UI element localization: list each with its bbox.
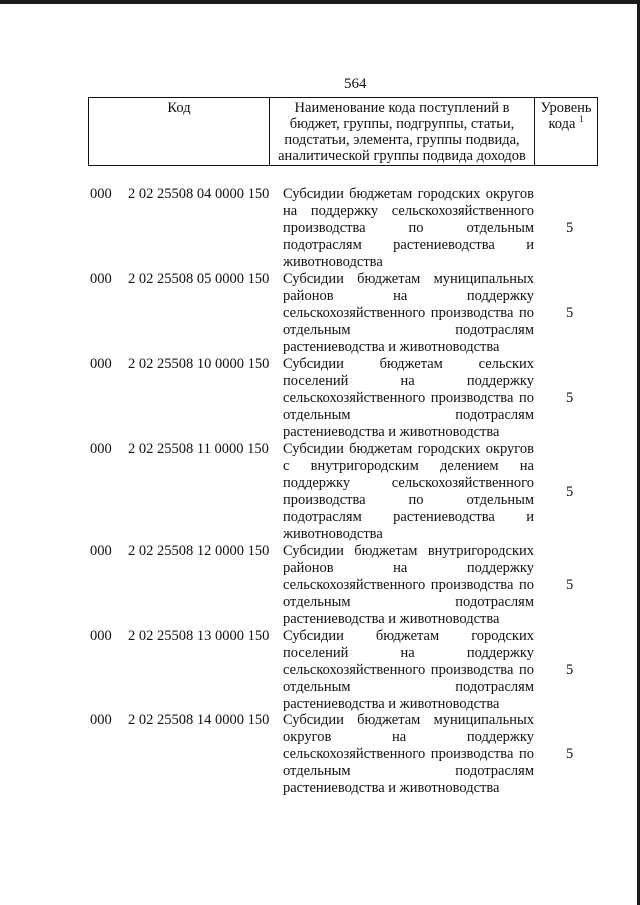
row-revenue-name (283, 441, 534, 543)
header-level-label: кода (548, 116, 576, 132)
row-name-line: с внутригородским делением на (283, 458, 534, 474)
header-level-footnote: 1 (579, 114, 584, 125)
row-name-line: животноводства (283, 526, 383, 542)
row-revenue-name (283, 712, 534, 797)
row-level: 5 (566, 220, 574, 236)
header-level-cell (535, 98, 598, 166)
header-level-line: Уровень (540, 100, 592, 116)
row-name-line: отдельным подотраслям (283, 407, 534, 423)
row-level: 5 (566, 662, 574, 678)
row-name-line: отдельным подотраслям (283, 594, 534, 610)
header-name-line: аналитической группы подвида доходов (278, 148, 526, 164)
row-name-line: Субсидии бюджетам внутригородских (283, 543, 534, 559)
header-code-cell (89, 98, 270, 166)
page-number: 564 (344, 76, 367, 92)
row-admin-code: 000 (90, 628, 112, 644)
row-name-line: подотраслям растениеводства и (283, 237, 534, 253)
row-name-line: районов на поддержку (283, 560, 534, 576)
header-name-line: Наименование кода поступлений в (294, 100, 510, 116)
row-level: 5 (566, 577, 574, 593)
row-revenue-name (283, 543, 534, 628)
row-revenue-code: 2 02 25508 10 0000 150 (128, 356, 270, 372)
row-level: 5 (566, 305, 574, 321)
header-code-label: Код (167, 100, 191, 116)
row-name-line: округов на поддержку (283, 729, 534, 745)
row-revenue-code: 2 02 25508 12 0000 150 (128, 543, 270, 559)
row-level: 5 (566, 746, 574, 762)
row-name-line: растениеводства и животноводства (283, 339, 500, 355)
row-admin-code: 000 (90, 356, 112, 372)
row-name-line: растениеводства и животноводства (283, 780, 500, 796)
row-name-line: отдельным подотраслям (283, 322, 534, 338)
header-name-line: бюджет, группы, подгруппы, статьи, (289, 116, 515, 132)
row-name-line: сельскохозяйственного производства по (283, 305, 534, 321)
row-name-line: поселений на поддержку (283, 373, 534, 389)
row-admin-code: 000 (90, 186, 112, 202)
row-name-line: на поддержку сельскохозяйственного (283, 203, 534, 219)
row-name-line: животноводства (283, 254, 383, 270)
row-revenue-code: 2 02 25508 13 0000 150 (128, 628, 270, 644)
row-name-line: поддержку сельскохозяйственного (283, 475, 534, 491)
row-name-line: Субсидии бюджетам муниципальных (283, 271, 534, 287)
row-admin-code: 000 (90, 271, 112, 287)
row-name-line: сельскохозяйственного производства по (283, 662, 534, 678)
row-revenue-code: 2 02 25508 14 0000 150 (128, 712, 270, 728)
row-name-line: отдельным подотраслям (283, 679, 534, 695)
row-admin-code: 000 (90, 441, 112, 457)
row-name-line: поселений на поддержку (283, 645, 534, 661)
row-revenue-code: 2 02 25508 04 0000 150 (128, 186, 270, 202)
row-level: 5 (566, 484, 574, 500)
row-name-line: сельскохозяйственного производства по (283, 746, 534, 762)
row-revenue-code: 2 02 25508 11 0000 150 (128, 441, 269, 457)
row-name-line: производства по отдельным (283, 220, 534, 236)
row-name-line: сельскохозяйственного производства по (283, 577, 534, 593)
row-name-line: отдельным подотраслям (283, 763, 534, 779)
row-name-line: районов на поддержку (283, 288, 534, 304)
row-name-line: Субсидии бюджетам городских округов (283, 186, 534, 202)
header-name-line: подстатьи, элемента, группы подвида, (284, 132, 520, 148)
row-name-line: производства по отдельным (283, 492, 534, 508)
row-name-line: Субсидии бюджетам городских округов (283, 441, 534, 457)
row-name-line: растениеводства и животноводства (283, 611, 500, 627)
scan-top-edge (0, 0, 640, 4)
row-admin-code: 000 (90, 543, 112, 559)
row-admin-code: 000 (90, 712, 112, 728)
row-name-line: Субсидии бюджетам сельских (283, 356, 534, 372)
row-name-line: Субсидии бюджетам городских (283, 628, 534, 644)
row-revenue-code: 2 02 25508 05 0000 150 (128, 271, 270, 287)
row-name-line: сельскохозяйственного производства по (283, 390, 534, 406)
header-name-cell (270, 98, 535, 166)
row-name-line: растениеводства и животноводства (283, 424, 500, 440)
row-revenue-name (283, 186, 534, 271)
row-revenue-name (283, 356, 534, 441)
row-revenue-name (283, 628, 534, 713)
row-name-line: Субсидии бюджетам муниципальных (283, 712, 534, 728)
row-name-line: растениеводства и животноводства (283, 696, 500, 712)
row-name-line: подотраслям растениеводства и (283, 509, 534, 525)
header-table (88, 97, 598, 166)
header-level-line (535, 116, 597, 132)
row-revenue-name (283, 271, 534, 356)
row-level: 5 (566, 390, 574, 406)
